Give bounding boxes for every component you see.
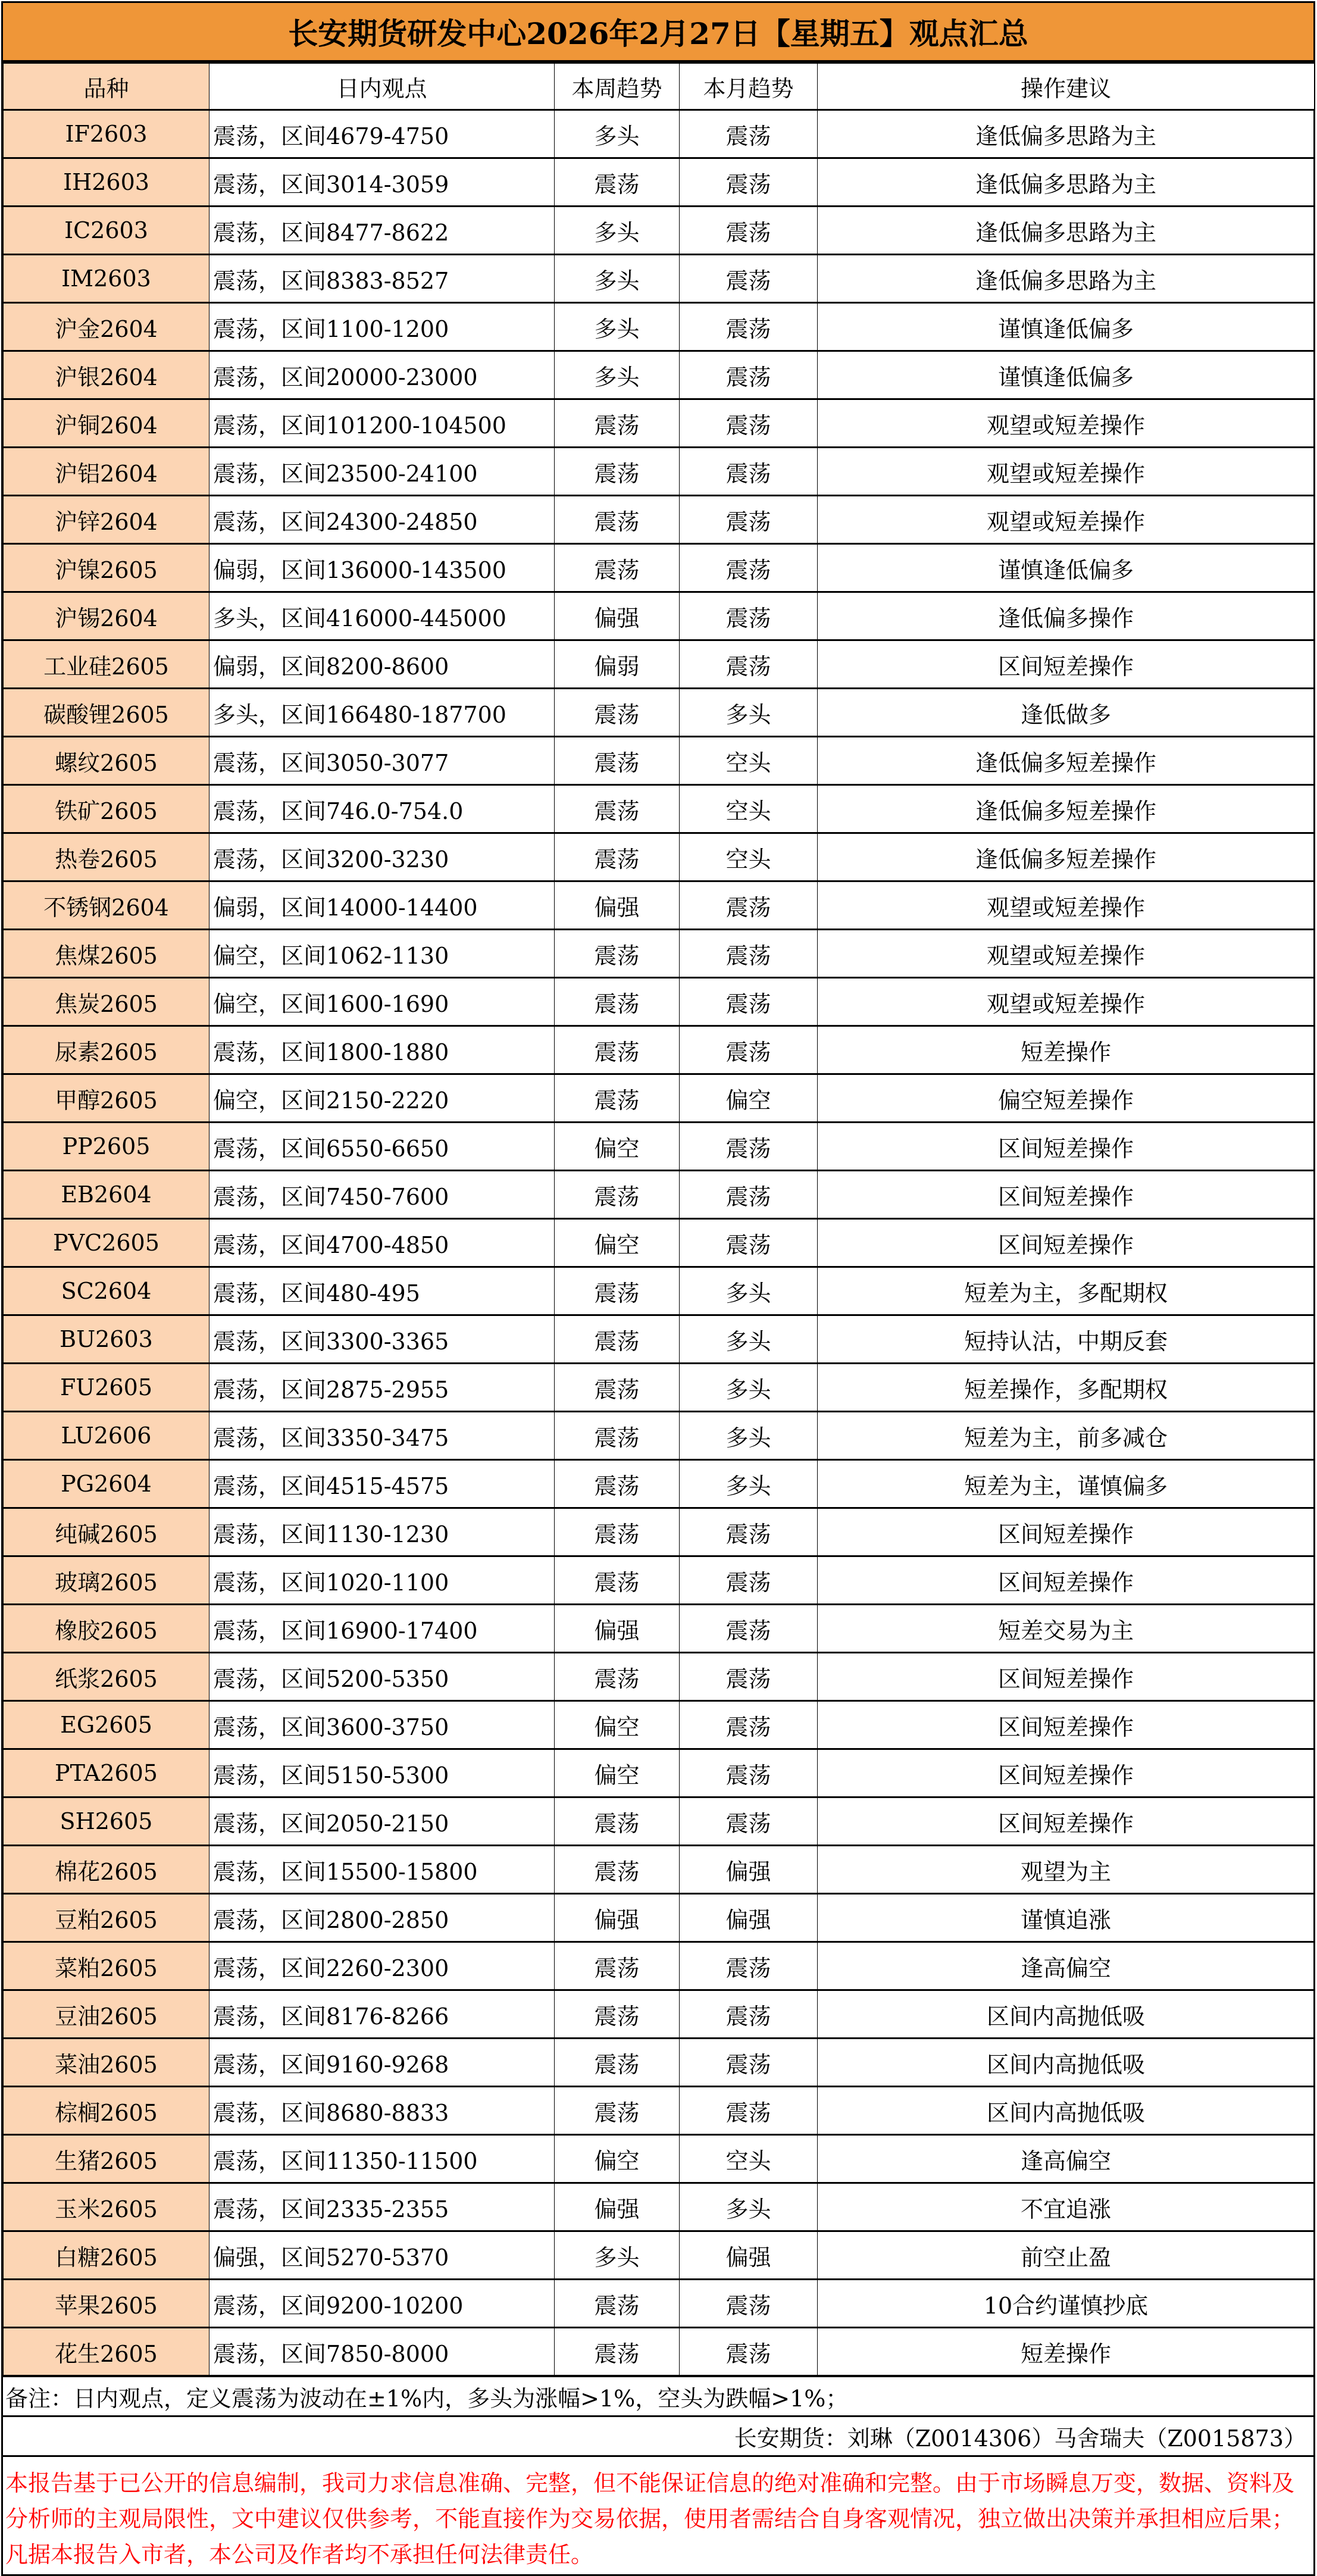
weekly-trend-cell: 偏空 xyxy=(555,1219,680,1267)
variety-cell: PG2604 xyxy=(4,1460,209,1508)
variety-cell: SC2604 xyxy=(4,1267,209,1315)
variety-cell: PTA2605 xyxy=(4,1749,209,1797)
monthly-trend-cell: 震荡 xyxy=(680,1605,818,1653)
monthly-trend-cell: 震荡 xyxy=(680,351,818,399)
intraday-view-cell: 震荡，区间24300-24850 xyxy=(209,496,555,544)
intraday-view-cell: 震荡，区间2335-2355 xyxy=(209,2183,555,2231)
suggestion-cell: 观望或短差操作 xyxy=(818,881,1315,930)
monthly-trend-cell: 震荡 xyxy=(680,1026,818,1074)
monthly-trend-cell: 偏强 xyxy=(680,1846,818,1894)
intraday-view-cell: 偏强，区间5270-5370 xyxy=(209,2231,555,2280)
suggestion-cell: 区间内高抛低吸 xyxy=(818,2039,1315,2087)
monthly-trend-cell: 空头 xyxy=(680,833,818,881)
table-row xyxy=(4,1749,1315,1797)
intraday-view-cell: 震荡，区间3014-3059 xyxy=(209,158,555,207)
table-row xyxy=(4,1460,1315,1508)
suggestion-cell: 谨慎逢低偏多 xyxy=(818,303,1315,351)
weekly-trend-cell: 震荡 xyxy=(555,1315,680,1364)
suggestion-cell: 短差操作，多配期权 xyxy=(818,1364,1315,1412)
weekly-trend-cell: 震荡 xyxy=(555,1267,680,1315)
weekly-trend-cell: 偏空 xyxy=(555,1701,680,1749)
variety-cell: 铁矿2605 xyxy=(4,785,209,833)
table-row xyxy=(4,448,1315,496)
monthly-trend-cell: 多头 xyxy=(680,2183,818,2231)
variety-cell: 生猪2605 xyxy=(4,2135,209,2183)
monthly-trend-cell: 震荡 xyxy=(680,2328,818,2375)
table-row xyxy=(4,1508,1315,1556)
intraday-view-cell: 震荡，区间2260-2300 xyxy=(209,1942,555,1990)
table-row xyxy=(4,2231,1315,2280)
suggestion-cell: 区间内高抛低吸 xyxy=(818,2087,1315,2135)
monthly-trend-cell: 震荡 xyxy=(680,1219,818,1267)
intraday-view-cell: 震荡，区间1020-1100 xyxy=(209,1556,555,1605)
weekly-trend-cell: 震荡 xyxy=(555,1026,680,1074)
weekly-trend-cell: 偏强 xyxy=(555,881,680,930)
monthly-trend-cell: 空头 xyxy=(680,737,818,785)
intraday-view-cell: 偏空，区间1062-1130 xyxy=(209,930,555,978)
monthly-trend-cell: 震荡 xyxy=(680,1508,818,1556)
suggestion-cell: 区间内高抛低吸 xyxy=(818,1990,1315,2039)
weekly-trend-cell: 偏空 xyxy=(555,2135,680,2183)
weekly-trend-cell: 偏强 xyxy=(555,1894,680,1942)
table-row xyxy=(4,1942,1315,1990)
monthly-trend-cell: 震荡 xyxy=(680,2087,818,2135)
table-row xyxy=(4,1074,1315,1123)
weekly-trend-cell: 震荡 xyxy=(555,1846,680,1894)
intraday-view-cell: 震荡，区间8680-8833 xyxy=(209,2087,555,2135)
variety-cell: IF2603 xyxy=(4,110,209,158)
suggestion-cell: 逢低偏多思路为主 xyxy=(818,207,1315,255)
intraday-view-cell: 震荡，区间1800-1880 xyxy=(209,1026,555,1074)
table-row xyxy=(4,1026,1315,1074)
intraday-view-cell: 震荡，区间2050-2150 xyxy=(209,1797,555,1846)
variety-cell: LU2606 xyxy=(4,1412,209,1460)
weekly-trend-cell: 偏空 xyxy=(555,1749,680,1797)
table-row xyxy=(4,1556,1315,1605)
weekly-trend-cell: 震荡 xyxy=(555,978,680,1026)
intraday-view-cell: 多头，区间166480-187700 xyxy=(209,689,555,737)
suggestion-cell: 区间短差操作 xyxy=(818,1123,1315,1171)
suggestion-cell: 逢低偏多操作 xyxy=(818,592,1315,640)
monthly-trend-cell: 震荡 xyxy=(680,1653,818,1701)
suggestion-cell: 逢低偏多短差操作 xyxy=(818,833,1315,881)
table-row xyxy=(4,1846,1315,1894)
variety-cell: 热卷2605 xyxy=(4,833,209,881)
weekly-trend-cell: 震荡 xyxy=(555,1942,680,1990)
suggestion-cell: 观望为主 xyxy=(818,1846,1315,1894)
weekly-trend-cell: 偏强 xyxy=(555,1605,680,1653)
weekly-trend-cell: 多头 xyxy=(555,303,680,351)
weekly-trend-cell: 震荡 xyxy=(555,399,680,448)
variety-cell: 沪银2604 xyxy=(4,351,209,399)
suggestion-cell: 区间短差操作 xyxy=(818,1749,1315,1797)
intraday-view-cell: 震荡，区间4515-4575 xyxy=(209,1460,555,1508)
table-row xyxy=(4,2087,1315,2135)
table-row xyxy=(4,1894,1315,1942)
variety-cell: FU2605 xyxy=(4,1364,209,1412)
variety-cell: 焦煤2605 xyxy=(4,930,209,978)
intraday-view-cell: 震荡，区间101200-104500 xyxy=(209,399,555,448)
monthly-trend-cell: 多头 xyxy=(680,689,818,737)
suggestion-cell: 不宜追涨 xyxy=(818,2183,1315,2231)
table-row xyxy=(4,1315,1315,1364)
suggestion-cell: 区间短差操作 xyxy=(818,1653,1315,1701)
weekly-trend-cell: 震荡 xyxy=(555,2039,680,2087)
intraday-view-cell: 震荡，区间7450-7600 xyxy=(209,1171,555,1219)
monthly-trend-cell: 震荡 xyxy=(680,1797,818,1846)
monthly-trend-cell: 偏空 xyxy=(680,1074,818,1123)
table-row xyxy=(4,544,1315,592)
weekly-trend-cell: 偏空 xyxy=(555,1123,680,1171)
table-row xyxy=(4,737,1315,785)
suggestion-cell: 逢低偏多短差操作 xyxy=(818,785,1315,833)
suggestion-cell: 短差操作 xyxy=(818,2328,1315,2375)
weekly-trend-cell: 震荡 xyxy=(555,785,680,833)
variety-cell: 玻璃2605 xyxy=(4,1556,209,1605)
variety-cell: 花生2605 xyxy=(4,2328,209,2375)
weekly-trend-cell: 震荡 xyxy=(555,833,680,881)
monthly-trend-cell: 震荡 xyxy=(680,978,818,1026)
monthly-trend-cell: 震荡 xyxy=(680,592,818,640)
views-table xyxy=(3,62,1315,2375)
weekly-trend-cell: 震荡 xyxy=(555,1364,680,1412)
intraday-view-cell: 震荡，区间3600-3750 xyxy=(209,1701,555,1749)
weekly-trend-cell: 震荡 xyxy=(555,1508,680,1556)
table-row xyxy=(4,2135,1315,2183)
weekly-trend-cell: 震荡 xyxy=(555,1556,680,1605)
table-row xyxy=(4,2328,1315,2375)
intraday-view-cell: 震荡，区间5150-5300 xyxy=(209,1749,555,1797)
weekly-trend-cell: 震荡 xyxy=(555,158,680,207)
intraday-view-cell: 震荡，区间3200-3230 xyxy=(209,833,555,881)
weekly-trend-cell: 震荡 xyxy=(555,1460,680,1508)
weekly-trend-cell: 偏强 xyxy=(555,592,680,640)
variety-cell: 沪金2604 xyxy=(4,303,209,351)
table-row xyxy=(4,785,1315,833)
table-row xyxy=(4,1123,1315,1171)
monthly-trend-cell: 震荡 xyxy=(680,1942,818,1990)
variety-cell: SH2605 xyxy=(4,1797,209,1846)
table-row xyxy=(4,930,1315,978)
intraday-view-cell: 震荡，区间2875-2955 xyxy=(209,1364,555,1412)
weekly-trend-cell: 震荡 xyxy=(555,1990,680,2039)
variety-cell: IC2603 xyxy=(4,207,209,255)
table-row xyxy=(4,1412,1315,1460)
monthly-trend-cell: 震荡 xyxy=(680,255,818,303)
variety-cell: 沪锡2604 xyxy=(4,592,209,640)
intraday-view-cell: 震荡，区间20000-23000 xyxy=(209,351,555,399)
variety-cell: 豆粕2605 xyxy=(4,1894,209,1942)
intraday-view-cell: 震荡，区间746.0-754.0 xyxy=(209,785,555,833)
intraday-view-cell: 震荡，区间9200-10200 xyxy=(209,2280,555,2328)
table-row xyxy=(4,399,1315,448)
suggestion-cell: 逢低偏多思路为主 xyxy=(818,255,1315,303)
weekly-trend-cell: 震荡 xyxy=(555,930,680,978)
suggestion-cell: 观望或短差操作 xyxy=(818,399,1315,448)
monthly-trend-cell: 震荡 xyxy=(680,640,818,689)
suggestion-cell: 区间短差操作 xyxy=(818,1701,1315,1749)
table-row xyxy=(4,1797,1315,1846)
monthly-trend-cell: 震荡 xyxy=(680,496,818,544)
variety-cell: 纸浆2605 xyxy=(4,1653,209,1701)
weekly-trend-cell: 震荡 xyxy=(555,737,680,785)
table-row xyxy=(4,110,1315,158)
intraday-view-cell: 震荡，区间8383-8527 xyxy=(209,255,555,303)
weekly-trend-cell: 偏弱 xyxy=(555,640,680,689)
variety-cell: IM2603 xyxy=(4,255,209,303)
variety-cell: 碳酸锂2605 xyxy=(4,689,209,737)
intraday-view-cell: 偏弱，区间14000-14400 xyxy=(209,881,555,930)
variety-cell: 玉米2605 xyxy=(4,2183,209,2231)
variety-cell: 苹果2605 xyxy=(4,2280,209,2328)
suggestion-cell: 逢低偏多思路为主 xyxy=(818,158,1315,207)
header-variety: 品种 xyxy=(4,63,209,110)
variety-cell: 沪锌2604 xyxy=(4,496,209,544)
monthly-trend-cell: 震荡 xyxy=(680,2280,818,2328)
weekly-trend-cell: 震荡 xyxy=(555,544,680,592)
suggestion-cell: 偏空短差操作 xyxy=(818,1074,1315,1123)
intraday-view-cell: 震荡，区间3350-3475 xyxy=(209,1412,555,1460)
suggestion-cell: 逢高偏空 xyxy=(818,2135,1315,2183)
suggestion-cell: 短差为主，前多减仓 xyxy=(818,1412,1315,1460)
variety-cell: BU2603 xyxy=(4,1315,209,1364)
intraday-view-cell: 震荡，区间2800-2850 xyxy=(209,1894,555,1942)
intraday-view-cell: 偏弱，区间136000-143500 xyxy=(209,544,555,592)
suggestion-cell: 区间短差操作 xyxy=(818,1797,1315,1846)
table-body xyxy=(4,110,1315,2375)
suggestion-cell: 逢低偏多思路为主 xyxy=(818,110,1315,158)
table-row xyxy=(4,158,1315,207)
suggestion-cell: 短差为主，谨慎偏多 xyxy=(818,1460,1315,1508)
variety-cell: 菜油2605 xyxy=(4,2039,209,2087)
weekly-trend-cell: 震荡 xyxy=(555,1412,680,1460)
table-row xyxy=(4,351,1315,399)
table-row xyxy=(4,689,1315,737)
variety-cell: 沪铜2604 xyxy=(4,399,209,448)
variety-cell: 橡胶2605 xyxy=(4,1605,209,1653)
variety-cell: 豆油2605 xyxy=(4,1990,209,2039)
header-weekly-trend: 本周趋势 xyxy=(555,63,680,110)
suggestion-cell: 短差操作 xyxy=(818,1026,1315,1074)
monthly-trend-cell: 震荡 xyxy=(680,1171,818,1219)
intraday-view-cell: 偏空，区间1600-1690 xyxy=(209,978,555,1026)
table-row xyxy=(4,640,1315,689)
variety-cell: PVC2605 xyxy=(4,1219,209,1267)
weekly-trend-cell: 震荡 xyxy=(555,496,680,544)
note-row: 备注：日内观点，定义震荡为波动在±1%内，多头为涨幅>1%，空头为跌幅>1%； xyxy=(3,2375,1313,2415)
weekly-trend-cell: 多头 xyxy=(555,2231,680,2280)
suggestion-cell: 区间短差操作 xyxy=(818,1171,1315,1219)
monthly-trend-cell: 震荡 xyxy=(680,399,818,448)
monthly-trend-cell: 偏强 xyxy=(680,1894,818,1942)
intraday-view-cell: 震荡，区间15500-15800 xyxy=(209,1846,555,1894)
suggestion-cell: 逢低偏多短差操作 xyxy=(818,737,1315,785)
monthly-trend-cell: 多头 xyxy=(680,1364,818,1412)
variety-cell: 沪铝2604 xyxy=(4,448,209,496)
weekly-trend-cell: 震荡 xyxy=(555,1074,680,1123)
variety-cell: 不锈钢2604 xyxy=(4,881,209,930)
intraday-view-cell: 震荡，区间480-495 xyxy=(209,1267,555,1315)
table-row xyxy=(4,1364,1315,1412)
table-header-row xyxy=(4,63,1315,110)
monthly-trend-cell: 震荡 xyxy=(680,1556,818,1605)
monthly-trend-cell: 震荡 xyxy=(680,1701,818,1749)
suggestion-cell: 逢高偏空 xyxy=(818,1942,1315,1990)
intraday-view-cell: 震荡，区间6550-6650 xyxy=(209,1123,555,1171)
variety-cell: 沪镍2605 xyxy=(4,544,209,592)
suggestion-cell: 谨慎逢低偏多 xyxy=(818,351,1315,399)
intraday-view-cell: 震荡，区间3300-3365 xyxy=(209,1315,555,1364)
monthly-trend-cell: 震荡 xyxy=(680,448,818,496)
intraday-view-cell: 震荡，区间8176-8266 xyxy=(209,1990,555,2039)
variety-cell: 纯碱2605 xyxy=(4,1508,209,1556)
monthly-trend-cell: 震荡 xyxy=(680,881,818,930)
suggestion-cell: 短差交易为主 xyxy=(818,1605,1315,1653)
weekly-trend-cell: 多头 xyxy=(555,207,680,255)
monthly-trend-cell: 震荡 xyxy=(680,1990,818,2039)
suggestion-cell: 10合约谨慎抄底 xyxy=(818,2280,1315,2328)
monthly-trend-cell: 多头 xyxy=(680,1267,818,1315)
suggestion-cell: 观望或短差操作 xyxy=(818,978,1315,1026)
table-row xyxy=(4,2039,1315,2087)
table-row xyxy=(4,1267,1315,1315)
suggestion-cell: 区间短差操作 xyxy=(818,1219,1315,1267)
table-row xyxy=(4,833,1315,881)
monthly-trend-cell: 空头 xyxy=(680,2135,818,2183)
intraday-view-cell: 震荡，区间9160-9268 xyxy=(209,2039,555,2087)
monthly-trend-cell: 震荡 xyxy=(680,110,818,158)
weekly-trend-cell: 多头 xyxy=(555,255,680,303)
variety-cell: 菜粕2605 xyxy=(4,1942,209,1990)
intraday-view-cell: 震荡，区间11350-11500 xyxy=(209,2135,555,2183)
weekly-trend-cell: 震荡 xyxy=(555,2280,680,2328)
monthly-trend-cell: 偏强 xyxy=(680,2231,818,2280)
suggestion-cell: 区间短差操作 xyxy=(818,640,1315,689)
table-row xyxy=(4,1990,1315,2039)
disclaimer: 本报告基于已公开的信息编制，我司力求信息准确、完整，但不能保证信息的绝对准确和完整。由于市场瞬息万变，数据、资料及分析师的主观局限性，文中建议仅供参考，不能直接作为交易依据，使用者需结合自身客观情况，独立做出决策并承担相应后果；凡据本报告入市者，本公司及作者均不承担任何法律责任。 xyxy=(3,2455,1313,2574)
intraday-view-cell: 震荡，区间8477-8622 xyxy=(209,207,555,255)
header-suggestion: 操作建议 xyxy=(818,63,1315,110)
suggestion-cell: 谨慎逢低偏多 xyxy=(818,544,1315,592)
intraday-view-cell: 震荡，区间5200-5350 xyxy=(209,1653,555,1701)
table-row xyxy=(4,496,1315,544)
table-row xyxy=(4,1219,1315,1267)
monthly-trend-cell: 多头 xyxy=(680,1460,818,1508)
author-row: 长安期货：刘琳（Z0014306）马舍瑞夫（Z0015873） xyxy=(3,2415,1313,2455)
variety-cell: 棕榈2605 xyxy=(4,2087,209,2135)
header-intraday-view: 日内观点 xyxy=(209,63,555,110)
suggestion-cell: 区间短差操作 xyxy=(818,1508,1315,1556)
weekly-trend-cell: 震荡 xyxy=(555,1171,680,1219)
monthly-trend-cell: 震荡 xyxy=(680,207,818,255)
weekly-trend-cell: 震荡 xyxy=(555,1797,680,1846)
monthly-trend-cell: 多头 xyxy=(680,1315,818,1364)
variety-cell: IH2603 xyxy=(4,158,209,207)
monthly-trend-cell: 震荡 xyxy=(680,2039,818,2087)
suggestion-cell: 谨慎追涨 xyxy=(818,1894,1315,1942)
weekly-trend-cell: 偏强 xyxy=(555,2183,680,2231)
suggestion-cell: 区间短差操作 xyxy=(818,1556,1315,1605)
monthly-trend-cell: 震荡 xyxy=(680,544,818,592)
variety-cell: 尿素2605 xyxy=(4,1026,209,1074)
intraday-view-cell: 震荡，区间1130-1230 xyxy=(209,1508,555,1556)
monthly-trend-cell: 空头 xyxy=(680,785,818,833)
header-monthly-trend: 本月趋势 xyxy=(680,63,818,110)
table-row xyxy=(4,592,1315,640)
intraday-view-cell: 多头，区间416000-445000 xyxy=(209,592,555,640)
weekly-trend-cell: 震荡 xyxy=(555,1653,680,1701)
weekly-trend-cell: 震荡 xyxy=(555,2087,680,2135)
variety-cell: EG2605 xyxy=(4,1701,209,1749)
suggestion-cell: 逢低做多 xyxy=(818,689,1315,737)
intraday-view-cell: 偏空，区间2150-2220 xyxy=(209,1074,555,1123)
suggestion-cell: 短差为主，多配期权 xyxy=(818,1267,1315,1315)
weekly-trend-cell: 多头 xyxy=(555,110,680,158)
variety-cell: 甲醇2605 xyxy=(4,1074,209,1123)
intraday-view-cell: 偏弱，区间8200-8600 xyxy=(209,640,555,689)
table-row xyxy=(4,2280,1315,2328)
variety-cell: PP2605 xyxy=(4,1123,209,1171)
suggestion-cell: 观望或短差操作 xyxy=(818,930,1315,978)
table-row xyxy=(4,1605,1315,1653)
table-row xyxy=(4,303,1315,351)
variety-cell: 螺纹2605 xyxy=(4,737,209,785)
intraday-view-cell: 震荡，区间7850-8000 xyxy=(209,2328,555,2375)
suggestion-cell: 观望或短差操作 xyxy=(818,448,1315,496)
monthly-trend-cell: 多头 xyxy=(680,1412,818,1460)
weekly-trend-cell: 震荡 xyxy=(555,448,680,496)
intraday-view-cell: 震荡，区间4700-4850 xyxy=(209,1219,555,1267)
table-row xyxy=(4,1653,1315,1701)
variety-cell: 棉花2605 xyxy=(4,1846,209,1894)
monthly-trend-cell: 震荡 xyxy=(680,930,818,978)
table-row xyxy=(4,1701,1315,1749)
monthly-trend-cell: 震荡 xyxy=(680,303,818,351)
table-row xyxy=(4,207,1315,255)
weekly-trend-cell: 震荡 xyxy=(555,2328,680,2375)
monthly-trend-cell: 震荡 xyxy=(680,1123,818,1171)
variety-cell: EB2604 xyxy=(4,1171,209,1219)
suggestion-cell: 前空止盈 xyxy=(818,2231,1315,2280)
table-row xyxy=(4,881,1315,930)
intraday-view-cell: 震荡，区间16900-17400 xyxy=(209,1605,555,1653)
variety-cell: 焦炭2605 xyxy=(4,978,209,1026)
table-row xyxy=(4,978,1315,1026)
monthly-trend-cell: 震荡 xyxy=(680,158,818,207)
intraday-view-cell: 震荡，区间1100-1200 xyxy=(209,303,555,351)
table-row xyxy=(4,255,1315,303)
report-title: 长安期货研发中心2026年2月27日【星期五】观点汇总 xyxy=(3,3,1313,62)
table-row xyxy=(4,1171,1315,1219)
suggestion-cell: 观望或短差操作 xyxy=(818,496,1315,544)
variety-cell: 白糖2605 xyxy=(4,2231,209,2280)
report-sheet xyxy=(1,1,1315,2576)
table-row xyxy=(4,2183,1315,2231)
variety-cell: 工业硅2605 xyxy=(4,640,209,689)
weekly-trend-cell: 震荡 xyxy=(555,689,680,737)
intraday-view-cell: 震荡，区间3050-3077 xyxy=(209,737,555,785)
intraday-view-cell: 震荡，区间23500-24100 xyxy=(209,448,555,496)
intraday-view-cell: 震荡，区间4679-4750 xyxy=(209,110,555,158)
weekly-trend-cell: 多头 xyxy=(555,351,680,399)
monthly-trend-cell: 震荡 xyxy=(680,1749,818,1797)
suggestion-cell: 短持认沽，中期反套 xyxy=(818,1315,1315,1364)
